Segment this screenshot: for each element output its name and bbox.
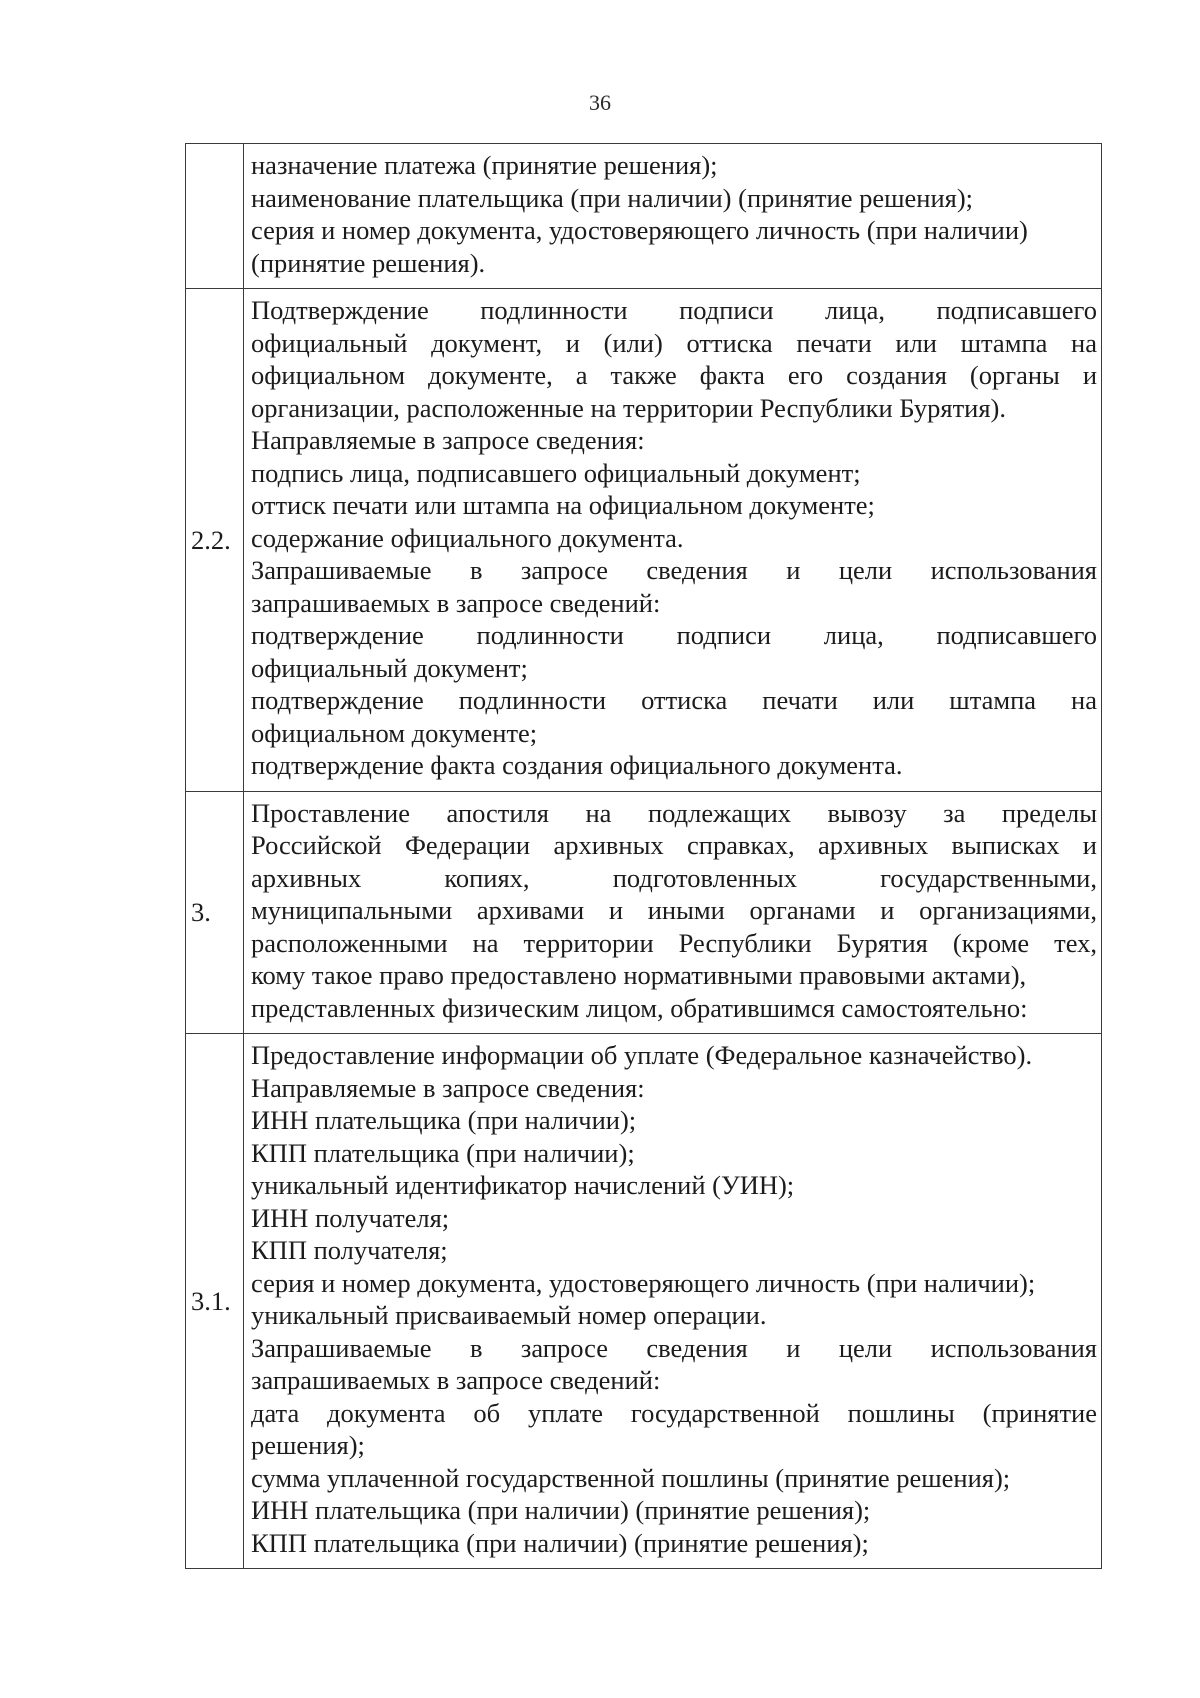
text-line: Направляемые в запросе сведения: xyxy=(251,1072,645,1103)
table-row xyxy=(186,1034,1102,1569)
row-number: 2.2. xyxy=(191,524,231,555)
row-number-cell xyxy=(186,1034,244,1569)
text-line: решения); xyxy=(251,1430,365,1460)
text-line: Предоставление информации об уплате (Федеральное казначейство). xyxy=(251,1040,1033,1070)
text-line: кому такое право предоставлено нормативными правовыми актами), xyxy=(251,960,1027,990)
text-line: Запрашиваемые в запросе сведения и цели использования xyxy=(251,555,1097,585)
text-line: Направляемые в запросе сведения: xyxy=(251,425,645,455)
text-line: архивных копиях, подготовленных государственными, xyxy=(251,862,1097,893)
row-text-cell xyxy=(244,1034,1102,1569)
row-number-cell xyxy=(186,289,244,792)
text-line: подтверждение подлинности оттиска печати или штампа на xyxy=(251,685,1097,715)
text-line: Запрашиваемые в запросе сведения и цели использования xyxy=(251,1332,1097,1363)
text-line: Российской Федерации архивных справках, архивных выписках и xyxy=(251,830,1097,860)
text-line: запрашиваемых в запросе сведений: xyxy=(251,1365,661,1395)
text-line: подтверждение подлинности подписи лица, подписавшего xyxy=(251,620,1097,650)
row-text-cell xyxy=(244,289,1102,792)
text-line: подтверждение факта создания официального документа. xyxy=(251,750,903,780)
text-line: организации, расположенные на территории Республики Бурятия). xyxy=(251,392,1006,423)
text-line: подпись лица, подписавшего официальный документ; xyxy=(251,457,861,488)
row-text-cell xyxy=(244,791,1102,1034)
table-row xyxy=(186,144,1102,289)
text-line: серия и номер документа, удостоверяющего личность (при наличии) xyxy=(251,215,1028,245)
table-row xyxy=(186,791,1102,1034)
services-table xyxy=(185,143,1102,1569)
text-line: КПП получателя; xyxy=(251,1235,448,1265)
text-line: уникальный присваиваемый номер операции. xyxy=(251,1300,767,1330)
text-line: сумма уплаченной государственной пошлины (принятие решения); xyxy=(251,1462,1011,1493)
text-line: Подтверждение подлинности подписи лица, подписавшего xyxy=(251,295,1097,325)
text-line: представленных физическим лицом, обратившимся самостоятельно: xyxy=(251,992,1028,1023)
text-line: ИНН плательщика (при наличии); xyxy=(251,1105,637,1135)
text-line: запрашиваемых в запросе сведений: xyxy=(251,587,661,618)
text-line: дата документа об уплате государственной пошлины (принятие xyxy=(251,1397,1097,1428)
row-number: 3.1. xyxy=(191,1285,231,1316)
row-text-cell xyxy=(244,144,1102,289)
text-line: официальный документ, и (или) оттиска печати или штампа на xyxy=(251,327,1097,358)
table-body xyxy=(186,144,1102,1569)
text-line: содержание официального документа. xyxy=(251,522,684,553)
text-line: муниципальными архивами и иными органами и организациями, xyxy=(251,895,1097,925)
text-line: оттиск печати или штампа на официальном документе; xyxy=(251,490,875,520)
page-number: 36 xyxy=(589,90,611,115)
row-number-cell xyxy=(186,144,244,289)
text-line: назначение платежа (принятие решения); xyxy=(251,150,718,180)
text-line: КПП плательщика (при наличии); xyxy=(251,1137,635,1168)
text-line: (принятие решения). xyxy=(251,247,486,278)
text-line: официальном документе, а также факта его создания (органы и xyxy=(251,360,1097,390)
text-line: официальном документе; xyxy=(251,717,538,748)
text-line: расположенными на территории Республики Бурятия (кроме тех, xyxy=(251,927,1097,958)
row-number-cell xyxy=(186,791,244,1034)
text-line: серия и номер документа, удостоверяющего личность (при наличии); xyxy=(251,1267,1036,1298)
text-line: официальный документ; xyxy=(251,652,528,683)
text-line: наименование плательщика (при наличии) (принятие решения); xyxy=(251,182,974,213)
text-line: Проставление апостиля на подлежащих вывозу за пределы xyxy=(251,797,1097,828)
text-line: ИНН плательщика (при наличии) (принятие решения); xyxy=(251,1495,871,1525)
table-row xyxy=(186,289,1102,792)
text-line: уникальный идентификатор начислений (УИН); xyxy=(251,1170,795,1200)
text-line: КПП плательщика (при наличии) (принятие решения); xyxy=(251,1527,869,1558)
row-number: 3. xyxy=(191,897,211,927)
text-line: ИНН получателя; xyxy=(251,1202,450,1233)
